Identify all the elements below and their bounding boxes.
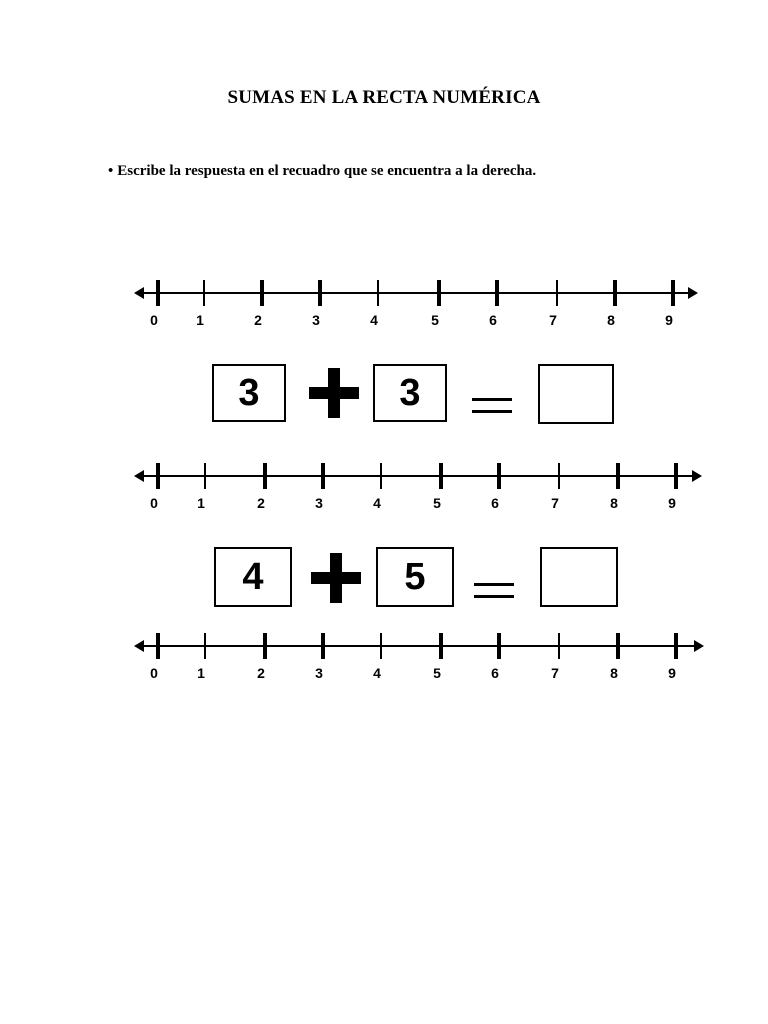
tick-label: 1	[197, 495, 205, 511]
equals-sign	[474, 583, 514, 599]
number-line	[0, 626, 768, 686]
left-arrow-icon	[134, 470, 144, 482]
tick-label: 5	[433, 495, 441, 511]
tick-label: 9	[665, 312, 673, 328]
equals-sign	[472, 398, 512, 414]
addition-problem	[0, 362, 768, 442]
left-arrow-icon	[134, 640, 144, 652]
left-arrow-icon	[134, 287, 144, 299]
tick-label: 8	[610, 495, 618, 511]
instruction-text: Escribe la respuesta en el recuadro que se encuentra a la derecha.	[117, 163, 537, 179]
tick-label: 3	[312, 312, 320, 328]
answer-box[interactable]	[538, 364, 614, 424]
tick-label: 5	[431, 312, 439, 328]
tick-label: 0	[150, 665, 158, 681]
plus-sign	[311, 553, 361, 603]
tick-label: 7	[549, 312, 557, 328]
addend-box: 3	[212, 364, 286, 422]
tick-label: 4	[373, 495, 381, 511]
tick-label: 6	[491, 495, 499, 511]
tick-label: 7	[551, 665, 559, 681]
tick-label: 0	[150, 312, 158, 328]
tick-label: 2	[257, 665, 265, 681]
tick-label: 8	[607, 312, 615, 328]
tick-label: 4	[370, 312, 378, 328]
bullet: •	[108, 163, 114, 179]
tick-label: 5	[433, 665, 441, 681]
tick-label: 8	[610, 665, 618, 681]
addend-box: 5	[376, 547, 454, 607]
answer-box[interactable]	[540, 547, 618, 607]
right-arrow-icon	[692, 470, 702, 482]
tick-label: 7	[551, 495, 559, 511]
tick-label: 9	[668, 495, 676, 511]
tick-label: 2	[254, 312, 262, 328]
number-line	[0, 273, 768, 333]
tick-label: 6	[491, 665, 499, 681]
tick-label: 3	[315, 495, 323, 511]
instruction	[108, 163, 536, 180]
addend-box: 3	[373, 364, 447, 422]
tick-label: 4	[373, 665, 381, 681]
tick-label: 9	[668, 665, 676, 681]
addition-problem	[0, 545, 768, 625]
plus-sign	[309, 368, 359, 418]
tick-label: 1	[196, 312, 204, 328]
right-arrow-icon	[688, 287, 698, 299]
tick-label: 1	[197, 665, 205, 681]
tick-label: 3	[315, 665, 323, 681]
tick-label: 0	[150, 495, 158, 511]
number-line	[0, 456, 768, 516]
right-arrow-icon	[694, 640, 704, 652]
tick-label: 6	[489, 312, 497, 328]
addend-box: 4	[214, 547, 292, 607]
tick-label: 2	[257, 495, 265, 511]
page-title: SUMAS EN LA RECTA NUMÉRICA	[227, 87, 541, 108]
